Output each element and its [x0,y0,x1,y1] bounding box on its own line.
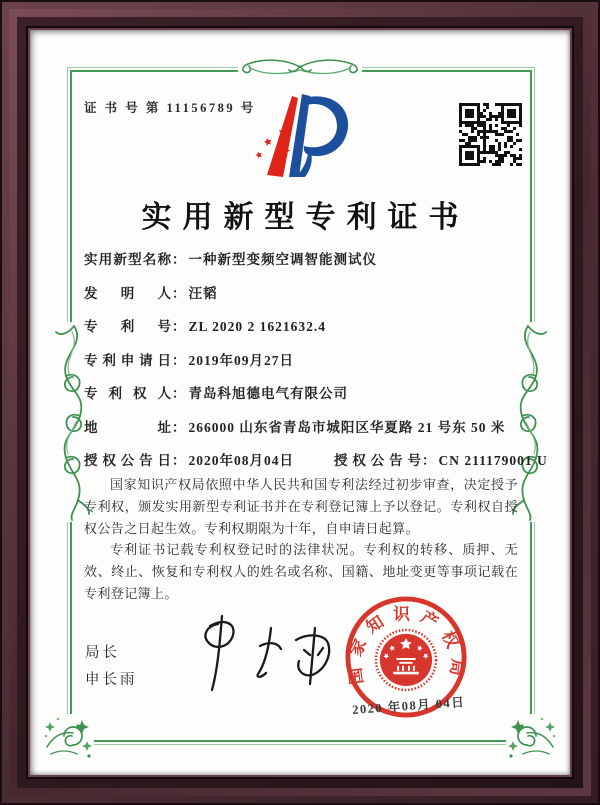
field-value: CN 211179001 U [438,453,548,468]
field-label: 发明人 [84,285,172,301]
director-block [85,640,138,694]
qr-code-icon [459,103,522,166]
top-flourish-ornament [238,54,362,82]
field-label: 专利号 [84,319,172,334]
field-colon: ： [172,252,187,267]
director-signature-icon [182,610,342,702]
field-label: 授权公告号 [334,453,422,468]
field-colon: ： [422,453,437,468]
director-title: 局长 [85,645,120,661]
field-colon: ： [172,352,187,368]
field-label: 专利权人 [84,386,172,401]
field-row-grant [84,451,548,471]
field-row-patent-no [84,317,520,337]
certificate-body [84,474,518,605]
field-row-address [84,418,520,438]
field-label: 授权公告日 [84,453,172,468]
field-value: 2020年08月04日 [188,453,294,468]
director-name: 申长雨 [85,672,138,688]
bottom-right-floral-ornament [506,714,558,760]
field-colon: ： [172,285,187,301]
field-label: 实用新型名称 [84,252,172,267]
field-colon: ： [172,453,187,468]
field-row-patentee [84,384,520,404]
seal-text: 国家知识产权局 [344,604,468,686]
field-colon: ： [172,319,187,334]
field-row-name [84,250,520,270]
field-colon: ： [172,386,187,401]
body-paragraph-1: 国家知识产权局依照中华人民共和国专利法经过初步审查，决定授予专利权，颁发实用新型专利证书并在专利登记簿上予以登记。专利权自授权公告之日起生效。专利权期限为十年，自申请日起算。 [84,477,518,536]
field-label: 地址 [84,419,172,435]
bottom-left-floral-ornament [42,714,94,760]
field-value: ZL 2020 2 1621632.4 [188,319,327,334]
body-paragraph-2: 专利证书记载专利权登记时的法律状况。专利权的转移、质押、无效、终止、恢复和专利权人的姓名或名称、国籍、地址变更等事项记载在专利登记簿上。 [84,542,518,601]
field-value: 一种新型变频空调智能测试仪 [188,252,377,267]
cnipa-logo-icon [252,92,352,178]
field-value: 汪韬 [188,285,218,301]
field-value: 青岛科旭德电气有限公司 [188,386,348,401]
certificate-title: 实用新型专利证书 [141,201,470,234]
field-row-filing-date [84,351,520,371]
field-colon: ： [172,419,187,435]
seal-date: 2020 年08月 04日 [351,695,466,717]
field-value: 266000 山东省青岛市城阳区华夏路 21 号东 50 米 [188,419,506,435]
field-row-inventor [84,284,520,304]
certificate-number: 证 书 号 第 11156789 号 [84,101,256,115]
field-value: 2019年09月27日 [188,352,294,368]
certificate-fields [84,250,548,485]
field-label: 专利申请日 [84,352,172,368]
grant-no-group [334,453,548,468]
